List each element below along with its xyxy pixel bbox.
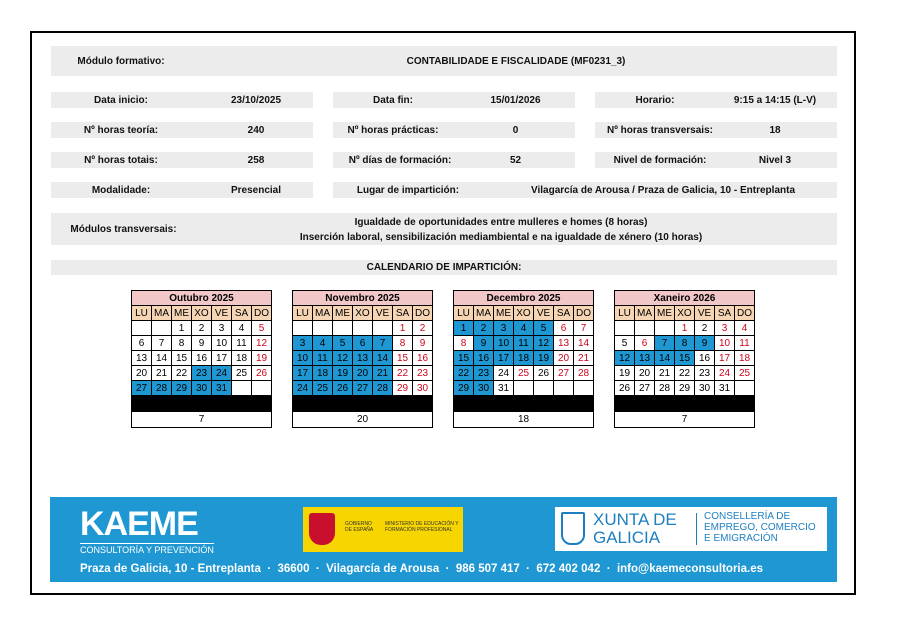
- module-band: [51, 46, 837, 76]
- day-cell: 13: [132, 351, 152, 366]
- empty-cell: [353, 321, 373, 336]
- day-cell: 18: [232, 351, 252, 366]
- level-value: Nivel 3: [758, 154, 792, 166]
- transversal-hours-label: Nº horas transversais:: [607, 124, 713, 136]
- empty-cell: [534, 381, 554, 396]
- empty-cell: [232, 381, 252, 396]
- weekday-header: LU: [615, 306, 635, 321]
- weekday-header: LU: [454, 306, 474, 321]
- month-total-days: 20: [293, 412, 433, 428]
- weekday-header: VE: [695, 306, 715, 321]
- day-cell: 1: [454, 321, 474, 336]
- day-cell: 5: [534, 321, 554, 336]
- day-cell: 11: [735, 336, 755, 351]
- day-cell: 12: [252, 336, 272, 351]
- day-cell: 14: [152, 351, 172, 366]
- weekday-header: DO: [574, 306, 594, 321]
- month-title: Decembro 2025: [454, 291, 594, 306]
- day-cell: 19: [252, 351, 272, 366]
- weekday-header: DO: [413, 306, 433, 321]
- day-cell: 20: [132, 366, 152, 381]
- day-cell: 30: [695, 381, 715, 396]
- day-cell: 29: [172, 381, 192, 396]
- day-cell: 16: [474, 351, 494, 366]
- day-cell: 12: [333, 351, 353, 366]
- modality-band: [51, 182, 313, 198]
- day-cell: 15: [454, 351, 474, 366]
- calendar-title: CALENDARIO DE IMPARTICIÓN:: [366, 262, 522, 273]
- day-cell: 21: [152, 366, 172, 381]
- day-cell: 27: [554, 366, 574, 381]
- day-cell: 29: [675, 381, 695, 396]
- separator-bar: [454, 396, 594, 412]
- day-cell: 14: [655, 351, 675, 366]
- day-cell: 30: [192, 381, 212, 396]
- xunta-logo: [555, 507, 827, 551]
- training-days-value: 52: [509, 154, 522, 166]
- day-cell: 6: [132, 336, 152, 351]
- day-cell: 20: [353, 366, 373, 381]
- day-cell: 19: [534, 351, 554, 366]
- day-cell: 2: [192, 321, 212, 336]
- practice-hours-band: [333, 122, 575, 138]
- day-cell: 24: [715, 366, 735, 381]
- day-cell: 7: [655, 336, 675, 351]
- day-cell: 17: [715, 351, 735, 366]
- day-cell: 9: [474, 336, 494, 351]
- day-cell: 24: [212, 366, 232, 381]
- total-hours-label: Nº horas totais:: [84, 154, 158, 166]
- day-cell: 24: [293, 381, 313, 396]
- day-cell: 15: [675, 351, 695, 366]
- day-cell: 28: [655, 381, 675, 396]
- xunta-divider: [696, 513, 697, 545]
- month-title: Novembro 2025: [293, 291, 433, 306]
- modality-label: Modalidade:: [91, 184, 151, 196]
- training-days-band: [333, 152, 575, 168]
- day-cell: 28: [574, 366, 594, 381]
- day-cell: 30: [413, 381, 433, 396]
- day-cell: 5: [252, 321, 272, 336]
- day-cell: 2: [474, 321, 494, 336]
- training-days-label: Nº días de formación:: [348, 154, 452, 166]
- day-cell: 2: [695, 321, 715, 336]
- weekday-header: ME: [494, 306, 514, 321]
- day-cell: 9: [695, 336, 715, 351]
- weekday-header: VE: [534, 306, 554, 321]
- day-cell: 23: [413, 366, 433, 381]
- month-total-days: 7: [615, 412, 755, 428]
- day-cell: 8: [393, 336, 413, 351]
- separator-bar: [132, 396, 272, 412]
- day-cell: 21: [373, 366, 393, 381]
- day-cell: 18: [313, 366, 333, 381]
- day-cell: 20: [554, 351, 574, 366]
- day-cell: 15: [172, 351, 192, 366]
- day-cell: 15: [393, 351, 413, 366]
- weekday-header: ME: [333, 306, 353, 321]
- theory-hours-value: 240: [247, 124, 265, 136]
- separator-bar: [615, 396, 755, 412]
- day-cell: 17: [212, 351, 232, 366]
- day-cell: 14: [574, 336, 594, 351]
- practice-hours-label: Nº horas prácticas:: [347, 124, 439, 136]
- theory-hours-band: [51, 122, 313, 138]
- day-cell: 7: [373, 336, 393, 351]
- day-cell: 24: [494, 366, 514, 381]
- weekday-header: SA: [554, 306, 574, 321]
- government-label: GOBIERNO DE ESPAÑA: [345, 521, 374, 533]
- spain-shield-icon: [309, 513, 335, 545]
- weekday-header: SA: [232, 306, 252, 321]
- day-cell: 4: [313, 336, 333, 351]
- day-cell: 4: [232, 321, 252, 336]
- day-cell: 22: [675, 366, 695, 381]
- day-cell: 26: [252, 366, 272, 381]
- day-cell: 31: [494, 381, 514, 396]
- day-cell: 22: [393, 366, 413, 381]
- day-cell: 25: [232, 366, 252, 381]
- location-band: [333, 182, 837, 198]
- day-cell: 21: [655, 366, 675, 381]
- calendar-month: [131, 290, 272, 428]
- weekday-header: MA: [635, 306, 655, 321]
- day-cell: 16: [695, 351, 715, 366]
- day-cell: 1: [172, 321, 192, 336]
- day-cell: 10: [212, 336, 232, 351]
- day-cell: 21: [574, 351, 594, 366]
- calendar-month: [453, 290, 594, 428]
- weekday-header: SA: [715, 306, 735, 321]
- modality-value: Presencial: [230, 184, 282, 196]
- weekday-header: XO: [514, 306, 534, 321]
- day-cell: 19: [333, 366, 353, 381]
- day-cell: 30: [474, 381, 494, 396]
- empty-cell: [252, 381, 272, 396]
- month-title: Xaneiro 2026: [615, 291, 755, 306]
- day-cell: 27: [635, 381, 655, 396]
- day-cell: 25: [514, 366, 534, 381]
- total-hours-band: [51, 152, 313, 168]
- ministry-label: MINISTERIO DE EDUCACIÓN Y FORMACIÓN PROFESIONAL: [385, 521, 459, 533]
- transversal-hours-band: [595, 122, 837, 138]
- weekday-header: ME: [172, 306, 192, 321]
- day-cell: 13: [353, 351, 373, 366]
- day-cell: 11: [514, 336, 534, 351]
- day-cell: 8: [454, 336, 474, 351]
- day-cell: 20: [635, 366, 655, 381]
- empty-cell: [152, 321, 172, 336]
- day-cell: 6: [353, 336, 373, 351]
- day-cell: 6: [635, 336, 655, 351]
- day-cell: 14: [373, 351, 393, 366]
- weekday-header: VE: [373, 306, 393, 321]
- empty-cell: [735, 381, 755, 396]
- day-cell: 26: [615, 381, 635, 396]
- empty-cell: [132, 321, 152, 336]
- xunta-label: XUNTA DE GALICIA: [593, 510, 677, 547]
- day-cell: 9: [192, 336, 212, 351]
- schedule-label: Horario:: [635, 94, 675, 106]
- day-cell: 1: [675, 321, 695, 336]
- weekday-header: DO: [735, 306, 755, 321]
- galicia-shield-icon: [561, 512, 585, 545]
- day-cell: 6: [554, 321, 574, 336]
- day-cell: 9: [413, 336, 433, 351]
- kaeme-tagline: CONSULTORÍA Y PREVENCIÓN: [80, 545, 214, 555]
- day-cell: 29: [454, 381, 474, 396]
- calendar-month: [292, 290, 433, 428]
- day-cell: 25: [735, 366, 755, 381]
- end-date-label: Data fin:: [373, 94, 413, 106]
- day-cell: 7: [152, 336, 172, 351]
- schedule-value: 9:15 a 14:15 (L-V): [733, 94, 817, 106]
- start-date-label: Data inicio:: [94, 94, 148, 106]
- empty-cell: [373, 321, 393, 336]
- day-cell: 3: [715, 321, 735, 336]
- day-cell: 17: [494, 351, 514, 366]
- day-cell: 23: [192, 366, 212, 381]
- empty-cell: [655, 321, 675, 336]
- weekday-header: LU: [132, 306, 152, 321]
- module-value: CONTABILIDADE E FISCALIDADE (MF0231_3): [406, 55, 626, 67]
- day-cell: 13: [554, 336, 574, 351]
- theory-hours-label: Nº horas teoría:: [83, 124, 159, 136]
- empty-cell: [313, 321, 333, 336]
- footer: [50, 497, 837, 582]
- day-cell: 27: [132, 381, 152, 396]
- end-date-band: [333, 92, 575, 108]
- day-cell: 8: [675, 336, 695, 351]
- empty-cell: [293, 321, 313, 336]
- start-date-value: 23/10/2025: [230, 94, 282, 106]
- weekday-header: LU: [293, 306, 313, 321]
- weekday-header: XO: [675, 306, 695, 321]
- kaeme-logo: KAEME: [80, 505, 198, 543]
- day-cell: 17: [293, 366, 313, 381]
- day-cell: 3: [494, 321, 514, 336]
- weekday-header: DO: [252, 306, 272, 321]
- weekday-header: MA: [152, 306, 172, 321]
- level-label: Nivel de formación:: [613, 154, 707, 166]
- day-cell: 16: [413, 351, 433, 366]
- day-cell: 19: [615, 366, 635, 381]
- calendar-month: [614, 290, 755, 428]
- weekday-header: MA: [313, 306, 333, 321]
- day-cell: 10: [715, 336, 735, 351]
- total-hours-value: 258: [247, 154, 265, 166]
- day-cell: 10: [293, 351, 313, 366]
- day-cell: 13: [635, 351, 655, 366]
- day-cell: 11: [313, 351, 333, 366]
- day-cell: 26: [534, 366, 554, 381]
- weekday-header: VE: [212, 306, 232, 321]
- transversal-modules-band: [51, 213, 837, 245]
- day-cell: 3: [212, 321, 232, 336]
- day-cell: 16: [192, 351, 212, 366]
- schedule-band: [595, 92, 837, 108]
- day-cell: 5: [333, 336, 353, 351]
- day-cell: 29: [393, 381, 413, 396]
- practice-hours-value: 0: [512, 124, 519, 136]
- day-cell: 5: [615, 336, 635, 351]
- day-cell: 4: [735, 321, 755, 336]
- day-cell: 18: [514, 351, 534, 366]
- separator-bar: [293, 396, 433, 412]
- conselleria-label: CONSELLERÍA DE EMPREGO, COMERCIO E EMIGRACIÓN: [704, 511, 816, 544]
- transversal-hours-value: 18: [769, 124, 781, 136]
- day-cell: 4: [514, 321, 534, 336]
- day-cell: 27: [353, 381, 373, 396]
- start-date-band: [51, 92, 313, 108]
- location-value: Vilagarcía de Arousa / Praza de Galicia, 10 - Entreplanta: [531, 184, 795, 196]
- day-cell: 2: [413, 321, 433, 336]
- empty-cell: [514, 381, 534, 396]
- day-cell: 12: [534, 336, 554, 351]
- day-cell: 7: [574, 321, 594, 336]
- weekday-header: XO: [192, 306, 212, 321]
- transversal-modules-label: Módulos transversais:: [70, 223, 177, 235]
- level-band: [595, 152, 837, 168]
- day-cell: 12: [615, 351, 635, 366]
- day-cell: 3: [293, 336, 313, 351]
- calendar-title-band: [51, 260, 837, 275]
- location-label: Lugar de impartición:: [356, 184, 460, 196]
- day-cell: 25: [313, 381, 333, 396]
- end-date-value: 15/01/2026: [490, 94, 541, 106]
- empty-cell: [574, 381, 594, 396]
- day-cell: 31: [715, 381, 735, 396]
- day-cell: 11: [232, 336, 252, 351]
- government-logo: [303, 507, 463, 552]
- transversal-module-2: Inserción laboral, sensibilización mediambiental e na igualdade de xénero (10 horas): [299, 231, 703, 243]
- day-cell: 31: [212, 381, 232, 396]
- weekday-header: MA: [474, 306, 494, 321]
- module-label: Módulo formativo:: [77, 55, 165, 67]
- day-cell: 8: [172, 336, 192, 351]
- transversal-module-1: Igualdade de oportunidades entre mulleres e homes (8 horas): [354, 216, 648, 228]
- empty-cell: [635, 321, 655, 336]
- empty-cell: [554, 381, 574, 396]
- empty-cell: [333, 321, 353, 336]
- day-cell: 26: [333, 381, 353, 396]
- weekday-header: ME: [655, 306, 675, 321]
- day-cell: 23: [474, 366, 494, 381]
- weekday-header: SA: [393, 306, 413, 321]
- weekday-header: XO: [353, 306, 373, 321]
- day-cell: 1: [393, 321, 413, 336]
- month-title: Outubro 2025: [132, 291, 272, 306]
- contact-line: Praza de Galicia, 10 - Entreplanta · 36600 · Vilagarcía de Arousa · 986 507 417 · 672 402 042 · info@kaemeconsultoria.es: [80, 563, 764, 575]
- day-cell: 10: [494, 336, 514, 351]
- day-cell: 22: [454, 366, 474, 381]
- day-cell: 23: [695, 366, 715, 381]
- day-cell: 28: [373, 381, 393, 396]
- day-cell: 18: [735, 351, 755, 366]
- month-total-days: 18: [454, 412, 594, 428]
- day-cell: 22: [172, 366, 192, 381]
- month-total-days: 7: [132, 412, 272, 428]
- empty-cell: [615, 321, 635, 336]
- day-cell: 28: [152, 381, 172, 396]
